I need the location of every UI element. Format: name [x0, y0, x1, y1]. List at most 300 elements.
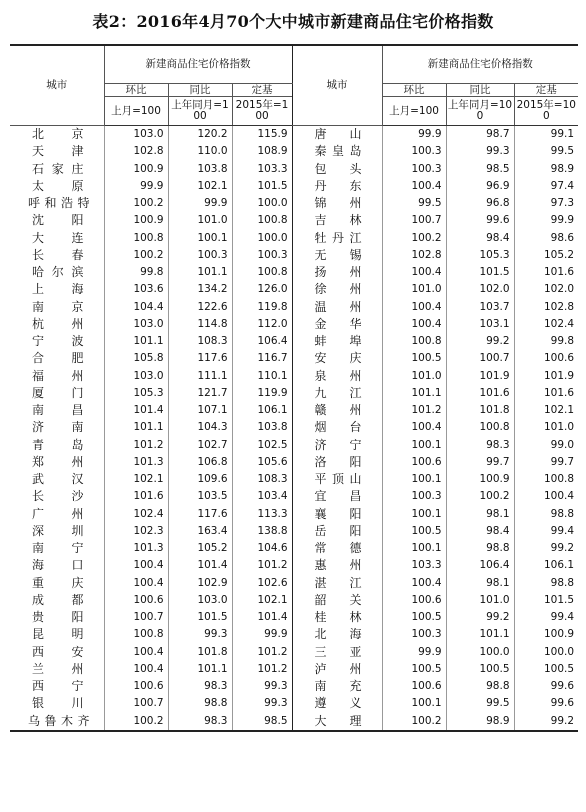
- yoy-value: 117.6: [168, 350, 232, 367]
- fixed-value: 99.2: [514, 540, 578, 557]
- fixed-value: 100.3: [232, 247, 292, 264]
- yoy-value: 103.7: [446, 299, 514, 316]
- fixed-value: 99.1: [514, 126, 578, 144]
- city-name: 哈尔滨: [32, 265, 84, 279]
- yoy-value: 98.8: [168, 695, 232, 712]
- fixed-value: 110.1: [232, 368, 292, 385]
- city-name: 大 连: [32, 230, 84, 245]
- yoy-value: 98.8: [446, 540, 514, 557]
- table-row: [10, 661, 578, 678]
- fixed-value: 119.9: [232, 385, 292, 402]
- yoy-value: 100.2: [446, 488, 514, 505]
- fixed-value: 101.2: [232, 644, 292, 661]
- city-name: 青 岛: [32, 437, 84, 452]
- city-name: 常 德: [292, 540, 382, 557]
- city-name: 扬 州: [292, 264, 382, 281]
- city-name: 洛 阳: [292, 454, 382, 471]
- city-name: 蚌 埠: [292, 333, 382, 350]
- mom-value: 103.3: [382, 557, 446, 574]
- mom-value: 101.1: [382, 385, 446, 402]
- mom-value: 100.5: [382, 350, 446, 367]
- yoy-value: 121.7: [168, 385, 232, 402]
- yoy-value: 99.9: [168, 195, 232, 212]
- city-name: 遵 义: [292, 695, 382, 712]
- city-name: 呼和浩特: [28, 196, 90, 210]
- yoy-value: 102.7: [168, 437, 232, 454]
- city-name: 北 海: [292, 626, 382, 643]
- city-name: 九 江: [292, 385, 382, 402]
- fixed-value: 101.4: [232, 609, 292, 626]
- mom-value: 101.1: [104, 333, 168, 350]
- fixed-value: 101.6: [514, 264, 578, 281]
- fixed-value: 101.2: [232, 557, 292, 574]
- table-row: [10, 437, 578, 454]
- fixed-value: 100.8: [514, 471, 578, 488]
- city-name: 桂 林: [292, 609, 382, 626]
- yoy-value: 101.5: [168, 609, 232, 626]
- city-name: 长 沙: [32, 489, 84, 504]
- mom-value: 100.3: [382, 488, 446, 505]
- city-name: 包 头: [292, 161, 382, 178]
- city-name: 安 庆: [292, 350, 382, 367]
- mom-value: 100.6: [382, 454, 446, 471]
- fixed-value: 102.1: [232, 592, 292, 609]
- fixed-value: 98.8: [514, 506, 578, 523]
- yoy-value: 99.5: [446, 695, 514, 712]
- fixed-base-right: 2015年=100: [514, 97, 578, 126]
- fixed-value: 103.3: [232, 161, 292, 178]
- city-name: 昆 明: [32, 627, 84, 642]
- table-row: [10, 644, 578, 661]
- yoy-base-right: 上年同月=100: [446, 97, 514, 126]
- yoy-value: 122.6: [168, 299, 232, 316]
- mom-value: 100.4: [382, 316, 446, 333]
- yoy-value: 99.6: [446, 212, 514, 229]
- mom-value: 100.3: [382, 626, 446, 643]
- fixed-value: 98.8: [514, 575, 578, 592]
- mom-value: 100.5: [382, 523, 446, 540]
- yoy-header-right: 同比: [446, 84, 514, 97]
- city-name: 厦 门: [32, 385, 84, 400]
- fixed-value: 99.8: [514, 333, 578, 350]
- city-name: 金 华: [292, 316, 382, 333]
- city-name: 上 海: [32, 282, 84, 297]
- mom-value: 100.3: [382, 143, 446, 160]
- city-name: 北 京: [32, 127, 84, 141]
- city-name: 兰 州: [32, 661, 84, 676]
- table-row: [10, 540, 578, 557]
- table-row: [10, 161, 578, 178]
- price-index-table: [10, 44, 578, 732]
- yoy-value: 98.3: [168, 678, 232, 695]
- fixed-value: 101.6: [514, 385, 578, 402]
- mom-value: 100.4: [382, 178, 446, 195]
- fixed-value: 100.6: [514, 350, 578, 367]
- yoy-value: 106.8: [168, 454, 232, 471]
- mom-value: 100.7: [104, 609, 168, 626]
- city-name: 吉 林: [292, 212, 382, 229]
- mom-value: 100.4: [104, 557, 168, 574]
- yoy-value: 101.9: [446, 368, 514, 385]
- city-name: 济 南: [32, 420, 84, 435]
- mom-value: 102.8: [382, 247, 446, 264]
- yoy-value: 101.0: [446, 592, 514, 609]
- fixed-value: 103.4: [232, 488, 292, 505]
- mom-value: 100.4: [382, 299, 446, 316]
- yoy-value: 98.4: [446, 230, 514, 247]
- fixed-value: 104.6: [232, 540, 292, 557]
- city-name: 郑 州: [32, 454, 84, 469]
- fixed-value: 106.1: [232, 402, 292, 419]
- city-name: 成 都: [32, 592, 84, 607]
- yoy-header-left: 同比: [168, 84, 232, 97]
- mom-value: 101.1: [104, 419, 168, 436]
- fixed-value: 99.0: [514, 437, 578, 454]
- yoy-value: 100.0: [446, 644, 514, 661]
- yoy-value: 100.7: [446, 350, 514, 367]
- yoy-value: 98.1: [446, 575, 514, 592]
- table-row: [10, 592, 578, 609]
- mom-value: 100.5: [382, 661, 446, 678]
- fixed-value: 99.9: [514, 212, 578, 229]
- fixed-value: 116.7: [232, 350, 292, 367]
- table-row: [10, 368, 578, 385]
- yoy-value: 96.8: [446, 195, 514, 212]
- mom-value: 100.1: [382, 471, 446, 488]
- mom-value: 102.1: [104, 471, 168, 488]
- fixed-value: 102.0: [514, 281, 578, 298]
- mom-value: 100.8: [104, 230, 168, 247]
- city-name: 杭 州: [32, 316, 84, 331]
- fixed-value: 98.5: [232, 713, 292, 731]
- city-name: 大 理: [292, 713, 382, 731]
- mom-value: 99.9: [382, 644, 446, 661]
- fixed-header-left: 定基: [232, 84, 292, 97]
- mom-value: 101.0: [382, 281, 446, 298]
- city-name: 南 充: [292, 678, 382, 695]
- mom-header-right: 环比: [382, 84, 446, 97]
- city-name: 韶 关: [292, 592, 382, 609]
- yoy-value: 98.9: [446, 713, 514, 731]
- mom-header-left: 环比: [104, 84, 168, 97]
- yoy-value: 100.8: [446, 419, 514, 436]
- mom-value: 100.4: [104, 661, 168, 678]
- fixed-base-left: 2015年=100: [232, 97, 292, 126]
- mom-value: 100.1: [382, 695, 446, 712]
- city-name: 长 春: [32, 247, 84, 262]
- fixed-value: 138.8: [232, 523, 292, 540]
- mom-value: 100.8: [104, 626, 168, 643]
- fixed-value: 99.7: [514, 454, 578, 471]
- city-name: 宁 波: [32, 334, 84, 348]
- mom-value: 100.8: [382, 333, 446, 350]
- city-name: 赣 州: [292, 402, 382, 419]
- city-name: 济 宁: [292, 437, 382, 454]
- mom-value: 100.1: [382, 506, 446, 523]
- fixed-value: 101.2: [232, 661, 292, 678]
- mom-value: 100.2: [104, 247, 168, 264]
- city-name: 南 昌: [32, 403, 84, 417]
- fixed-value: 101.0: [514, 419, 578, 436]
- mom-value: 103.6: [104, 281, 168, 298]
- yoy-value: 106.4: [446, 557, 514, 574]
- yoy-value: 110.0: [168, 143, 232, 160]
- table-row: [10, 264, 578, 281]
- city-name: 天 津: [32, 144, 84, 159]
- fixed-value: 105.6: [232, 454, 292, 471]
- fixed-value: 108.3: [232, 471, 292, 488]
- table-row: [10, 299, 578, 316]
- yoy-value: 103.1: [446, 316, 514, 333]
- city-name: 武 汉: [32, 472, 84, 486]
- table-row: [10, 488, 578, 505]
- yoy-value: 108.3: [168, 333, 232, 350]
- mom-value: 100.6: [104, 592, 168, 609]
- yoy-value: 101.8: [446, 402, 514, 419]
- city-name: 太 原: [32, 178, 84, 193]
- fixed-value: 103.8: [232, 419, 292, 436]
- fixed-value: 102.8: [514, 299, 578, 316]
- city-name: 惠 州: [292, 557, 382, 574]
- yoy-base-left: 上年同月=100: [168, 97, 232, 126]
- table-row: [10, 402, 578, 419]
- city-name: 海 口: [32, 558, 84, 573]
- fixed-value: 99.4: [514, 523, 578, 540]
- yoy-value: 163.4: [168, 523, 232, 540]
- table-row: [10, 695, 578, 712]
- mom-value: 100.2: [382, 713, 446, 731]
- yoy-value: 101.8: [168, 644, 232, 661]
- mom-value: 102.3: [104, 523, 168, 540]
- city-name: 牡丹江: [292, 230, 382, 247]
- mom-value: 103.0: [104, 126, 168, 144]
- table-row: [10, 575, 578, 592]
- mom-value: 101.4: [104, 402, 168, 419]
- fixed-value: 101.9: [514, 368, 578, 385]
- yoy-value: 117.6: [168, 506, 232, 523]
- yoy-value: 100.1: [168, 230, 232, 247]
- fixed-value: 102.1: [514, 402, 578, 419]
- mom-value: 100.2: [382, 230, 446, 247]
- city-name: 合 肥: [32, 351, 84, 366]
- fixed-value: 112.0: [232, 316, 292, 333]
- mom-value: 101.3: [104, 454, 168, 471]
- fixed-value: 98.6: [514, 230, 578, 247]
- table-row: [10, 471, 578, 488]
- yoy-value: 103.0: [168, 592, 232, 609]
- mom-value: 100.6: [104, 678, 168, 695]
- fixed-value: 98.9: [514, 161, 578, 178]
- yoy-value: 98.1: [446, 506, 514, 523]
- mom-value: 105.3: [104, 385, 168, 402]
- fixed-value: 99.3: [232, 678, 292, 695]
- fixed-value: 108.9: [232, 143, 292, 160]
- city-name: 石家庄: [32, 161, 84, 176]
- yoy-value: 105.2: [168, 540, 232, 557]
- yoy-value: 105.3: [446, 247, 514, 264]
- yoy-value: 99.3: [168, 626, 232, 643]
- table-row: [10, 178, 578, 195]
- yoy-value: 99.2: [446, 333, 514, 350]
- mom-value: 100.2: [104, 713, 168, 731]
- city-name: 银 川: [32, 696, 84, 711]
- table-row: [10, 419, 578, 436]
- fixed-value: 105.2: [514, 247, 578, 264]
- yoy-value: 101.6: [446, 385, 514, 402]
- mom-value: 100.1: [382, 437, 446, 454]
- city-name: 唐 山: [292, 126, 382, 144]
- fixed-value: 106.4: [232, 333, 292, 350]
- city-name: 襄 阳: [292, 506, 382, 523]
- mom-value: 103.0: [104, 368, 168, 385]
- city-header-right: 城市: [292, 45, 382, 126]
- yoy-value: 101.5: [446, 264, 514, 281]
- yoy-value: 99.7: [446, 454, 514, 471]
- table-row: [10, 523, 578, 540]
- yoy-value: 120.2: [168, 126, 232, 144]
- city-name: 重 庆: [32, 575, 84, 590]
- mom-value: 100.1: [382, 540, 446, 557]
- mom-value: 105.8: [104, 350, 168, 367]
- mom-value: 101.6: [104, 488, 168, 505]
- mom-value: 104.4: [104, 299, 168, 316]
- yoy-value: 114.8: [168, 316, 232, 333]
- table-row: [10, 678, 578, 695]
- mom-value: 99.9: [104, 178, 168, 195]
- yoy-value: 101.0: [168, 212, 232, 229]
- mom-value: 99.5: [382, 195, 446, 212]
- mom-value: 102.4: [104, 506, 168, 523]
- city-name: 广 州: [32, 506, 84, 521]
- yoy-value: 100.3: [168, 247, 232, 264]
- mom-value: 100.4: [104, 644, 168, 661]
- yoy-value: 100.5: [446, 661, 514, 678]
- table-row: [10, 126, 578, 144]
- table-row: [10, 506, 578, 523]
- city-name: 丹 东: [292, 178, 382, 195]
- mom-value: 100.3: [382, 161, 446, 178]
- fixed-value: 99.2: [514, 713, 578, 731]
- fixed-value: 99.9: [232, 626, 292, 643]
- mom-base-left: 上月=100: [104, 97, 168, 126]
- city-name: 秦皇岛: [292, 143, 382, 160]
- mom-value: 103.0: [104, 316, 168, 333]
- city-name: 西 宁: [32, 679, 84, 693]
- city-name: 泉 州: [292, 368, 382, 385]
- mom-value: 100.4: [382, 419, 446, 436]
- fixed-header-right: 定基: [514, 84, 578, 97]
- city-name: 平顶山: [292, 471, 382, 488]
- fixed-value: 99.5: [514, 143, 578, 160]
- mom-value: 100.2: [104, 195, 168, 212]
- city-name: 沈 阳: [32, 213, 84, 228]
- yoy-value: 98.3: [446, 437, 514, 454]
- city-name: 深 圳: [32, 523, 84, 538]
- city-name: 乌鲁木齐: [28, 713, 90, 728]
- city-name: 无 锡: [292, 247, 382, 264]
- city-header-left: 城市: [10, 45, 104, 126]
- city-name: 福 州: [32, 368, 84, 383]
- yoy-value: 98.5: [446, 161, 514, 178]
- table-row: [10, 713, 578, 731]
- fixed-value: 101.5: [514, 592, 578, 609]
- city-name: 泸 州: [292, 661, 382, 678]
- yoy-value: 101.1: [168, 661, 232, 678]
- mom-value: 100.4: [382, 264, 446, 281]
- city-name: 西 安: [32, 644, 84, 659]
- mom-value: 100.9: [104, 161, 168, 178]
- mom-value: 99.9: [382, 126, 446, 144]
- yoy-value: 134.2: [168, 281, 232, 298]
- yoy-value: 100.9: [446, 471, 514, 488]
- fixed-value: 100.0: [232, 230, 292, 247]
- mom-value: 100.7: [104, 695, 168, 712]
- city-name: 贵 阳: [32, 610, 84, 624]
- city-name: 徐 州: [292, 281, 382, 298]
- yoy-value: 99.3: [446, 143, 514, 160]
- table-row: [10, 281, 578, 298]
- fixed-value: 100.0: [514, 644, 578, 661]
- mom-value: 101.3: [104, 540, 168, 557]
- fixed-value: 119.8: [232, 299, 292, 316]
- table-row: [10, 230, 578, 247]
- fixed-value: 100.8: [232, 212, 292, 229]
- yoy-value: 98.8: [446, 678, 514, 695]
- table-row: [10, 212, 578, 229]
- fixed-value: 102.4: [514, 316, 578, 333]
- yoy-value: 102.0: [446, 281, 514, 298]
- fixed-value: 100.0: [232, 195, 292, 212]
- yoy-value: 98.4: [446, 523, 514, 540]
- yoy-value: 99.2: [446, 609, 514, 626]
- fixed-value: 97.4: [514, 178, 578, 195]
- mom-value: 100.9: [104, 212, 168, 229]
- table-row: [10, 385, 578, 402]
- mom-value: 99.8: [104, 264, 168, 281]
- table-body: [10, 126, 578, 731]
- yoy-value: 104.3: [168, 419, 232, 436]
- mom-value: 100.7: [382, 212, 446, 229]
- fixed-value: 102.6: [232, 575, 292, 592]
- fixed-value: 99.6: [514, 695, 578, 712]
- mom-value: 100.4: [382, 575, 446, 592]
- yoy-value: 102.9: [168, 575, 232, 592]
- yoy-value: 103.8: [168, 161, 232, 178]
- fixed-value: 100.8: [232, 264, 292, 281]
- city-name: 烟 台: [292, 419, 382, 436]
- mom-value: 101.0: [382, 368, 446, 385]
- city-name: 温 州: [292, 299, 382, 316]
- table-row: [10, 333, 578, 350]
- fixed-value: 99.4: [514, 609, 578, 626]
- fixed-value: 115.9: [232, 126, 292, 144]
- table-row: [10, 316, 578, 333]
- index-group-header-left: 新建商品住宅价格指数: [104, 45, 292, 84]
- fixed-value: 100.9: [514, 626, 578, 643]
- city-name: 岳 阳: [292, 523, 382, 540]
- yoy-value: 101.1: [168, 264, 232, 281]
- table-row: [10, 454, 578, 471]
- fixed-value: 99.3: [232, 695, 292, 712]
- yoy-value: 101.4: [168, 557, 232, 574]
- yoy-value: 102.1: [168, 178, 232, 195]
- yoy-value: 103.5: [168, 488, 232, 505]
- fixed-value: 101.5: [232, 178, 292, 195]
- table-row: [10, 626, 578, 643]
- mom-value: 101.2: [382, 402, 446, 419]
- yoy-value: 96.9: [446, 178, 514, 195]
- mom-value: 100.5: [382, 609, 446, 626]
